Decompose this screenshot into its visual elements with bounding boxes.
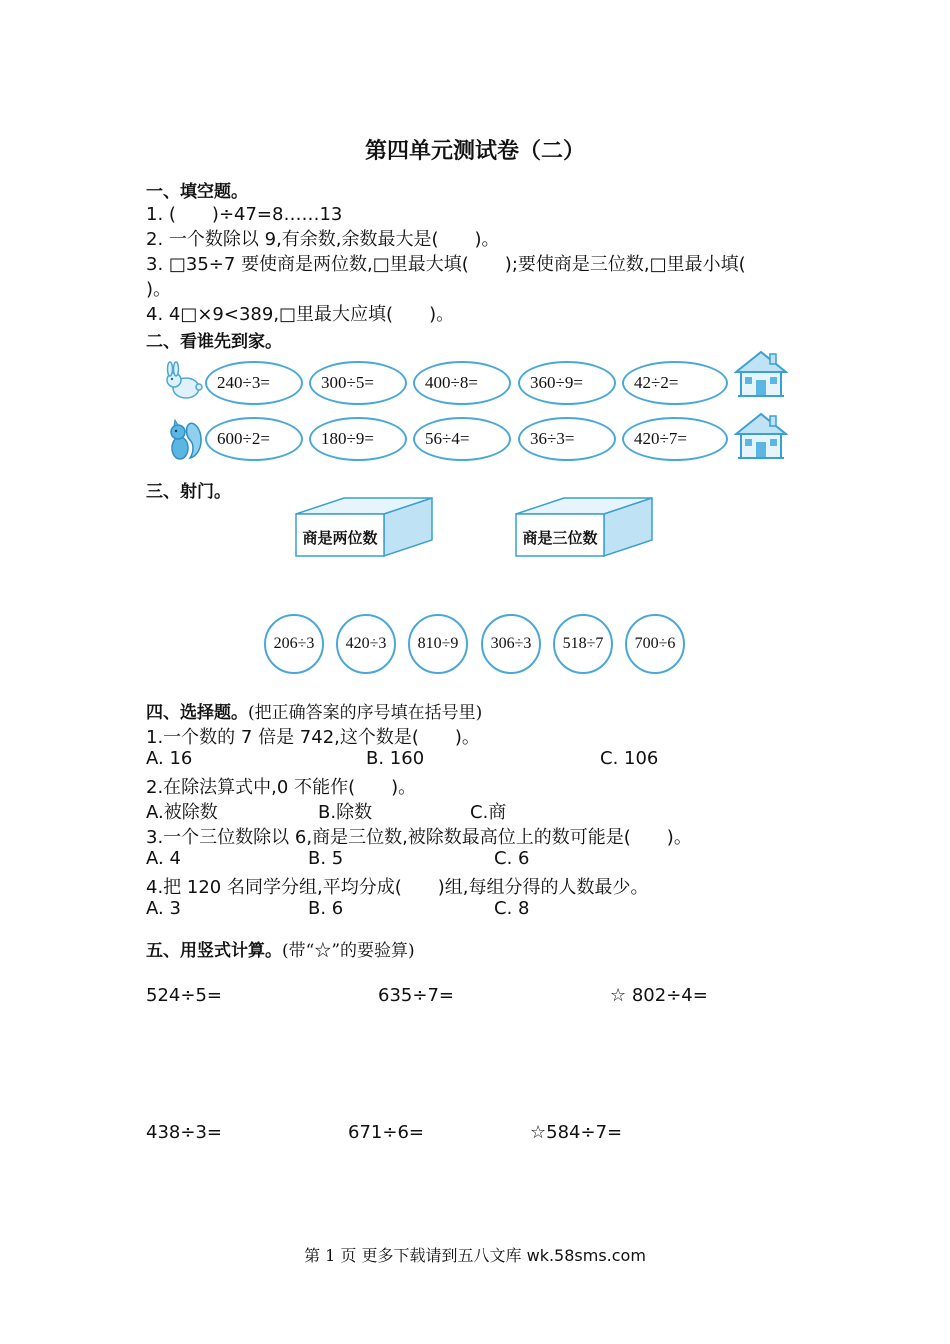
choice-option: C. 6 bbox=[494, 848, 530, 869]
ball-expression: 206÷3 bbox=[264, 614, 324, 674]
race-expression: 400÷8= bbox=[413, 361, 511, 405]
choice-question-3: 3.一个三位数除以 6,商是三位数,被除数最高位上的数可能是( )。 bbox=[146, 827, 692, 848]
footer-text: 第 1 页 更多下载请到五八文库 bbox=[304, 1246, 527, 1265]
race-expression: 180÷9= bbox=[309, 417, 407, 461]
race-expression: 36÷3= bbox=[518, 417, 616, 461]
section-note: (带“☆”的要验算) bbox=[282, 941, 415, 961]
calc-expression: 635÷7= bbox=[378, 985, 454, 1006]
ball-expression: 810÷9 bbox=[408, 614, 468, 674]
ball-expression: 518÷7 bbox=[553, 614, 613, 674]
race-expression: 420÷7= bbox=[622, 417, 728, 461]
goal-box-three-digit-label: 商是三位数 bbox=[522, 529, 598, 547]
section-heading-vertical-calc bbox=[146, 936, 415, 961]
choice-option: B. 5 bbox=[308, 848, 344, 869]
ball-expression: 306÷3 bbox=[481, 614, 541, 674]
choice-option: B. 160 bbox=[366, 748, 425, 769]
section-heading-text: 五、用竖式计算。 bbox=[146, 941, 282, 961]
calc-expression: ☆ 802÷4= bbox=[610, 985, 708, 1006]
choice-option: A. 3 bbox=[146, 898, 181, 919]
ball-expression: 420÷3 bbox=[336, 614, 396, 674]
fill-question-3: 3. □35÷7 要使商是两位数,□里最大填( );要使商是三位数,□里最小填( bbox=[146, 254, 746, 275]
calc-expression: ☆584÷7= bbox=[530, 1122, 623, 1143]
choice-option: A. 16 bbox=[146, 748, 193, 769]
calc-expression: 438÷3= bbox=[146, 1122, 222, 1143]
fill-question-1: 1. ( )÷47=8……13 bbox=[146, 204, 343, 225]
house-icon bbox=[734, 410, 788, 462]
page-title: 第四单元测试卷（二） bbox=[364, 138, 585, 164]
race-expression: 56÷4= bbox=[413, 417, 511, 461]
goal-box-two-digit-label: 商是两位数 bbox=[302, 529, 378, 547]
race-expression: 240÷3= bbox=[205, 361, 303, 405]
rabbit-icon bbox=[162, 360, 206, 404]
section-note: (把正确答案的序号填在括号里) bbox=[248, 703, 483, 723]
ball-expression: 700÷6 bbox=[625, 614, 685, 674]
fill-question-4: 4. 4□×9<389,□里最大应填( )。 bbox=[146, 304, 455, 325]
house-icon bbox=[734, 348, 788, 400]
choice-question-1: 1.一个数的 7 倍是 742,这个数是( )。 bbox=[146, 727, 480, 748]
section-heading-fill-blank: 一、填空题。 bbox=[146, 182, 248, 202]
race-expression: 360÷9= bbox=[518, 361, 616, 405]
race-expression: 600÷2= bbox=[205, 417, 303, 461]
choice-question-4: 4.把 120 名同学分组,平均分成( )组,每组分得的人数最少。 bbox=[146, 877, 649, 898]
fill-question-2: 2. 一个数除以 9,有余数,余数最大是( )。 bbox=[146, 229, 500, 250]
choice-option: C.商 bbox=[470, 802, 507, 823]
choice-option: A. 4 bbox=[146, 848, 181, 869]
choice-question-2: 2.在除法算式中,0 不能作( )。 bbox=[146, 777, 417, 798]
section-heading-race-home: 二、看谁先到家。 bbox=[146, 332, 282, 352]
choice-option: B. 6 bbox=[308, 898, 344, 919]
race-expression: 42÷2= bbox=[622, 361, 728, 405]
calc-expression: 671÷6= bbox=[348, 1122, 424, 1143]
section-heading-shoot-goal: 三、射门。 bbox=[146, 482, 231, 502]
squirrel-icon bbox=[164, 416, 204, 462]
section-heading-multiple-choice bbox=[146, 698, 482, 723]
fill-question-3-cont: )。 bbox=[146, 279, 172, 300]
choice-option: C. 8 bbox=[494, 898, 530, 919]
choice-option: B.除数 bbox=[318, 802, 373, 823]
choice-option: A.被除数 bbox=[146, 802, 218, 823]
page-footer bbox=[0, 1243, 950, 1266]
calc-expression: 524÷5= bbox=[146, 985, 222, 1006]
footer-site-link[interactable]: wk.58sms.com bbox=[526, 1246, 646, 1265]
choice-option: C. 106 bbox=[600, 748, 659, 769]
section-heading-text: 四、选择题。 bbox=[146, 703, 248, 723]
race-expression: 300÷5= bbox=[309, 361, 407, 405]
